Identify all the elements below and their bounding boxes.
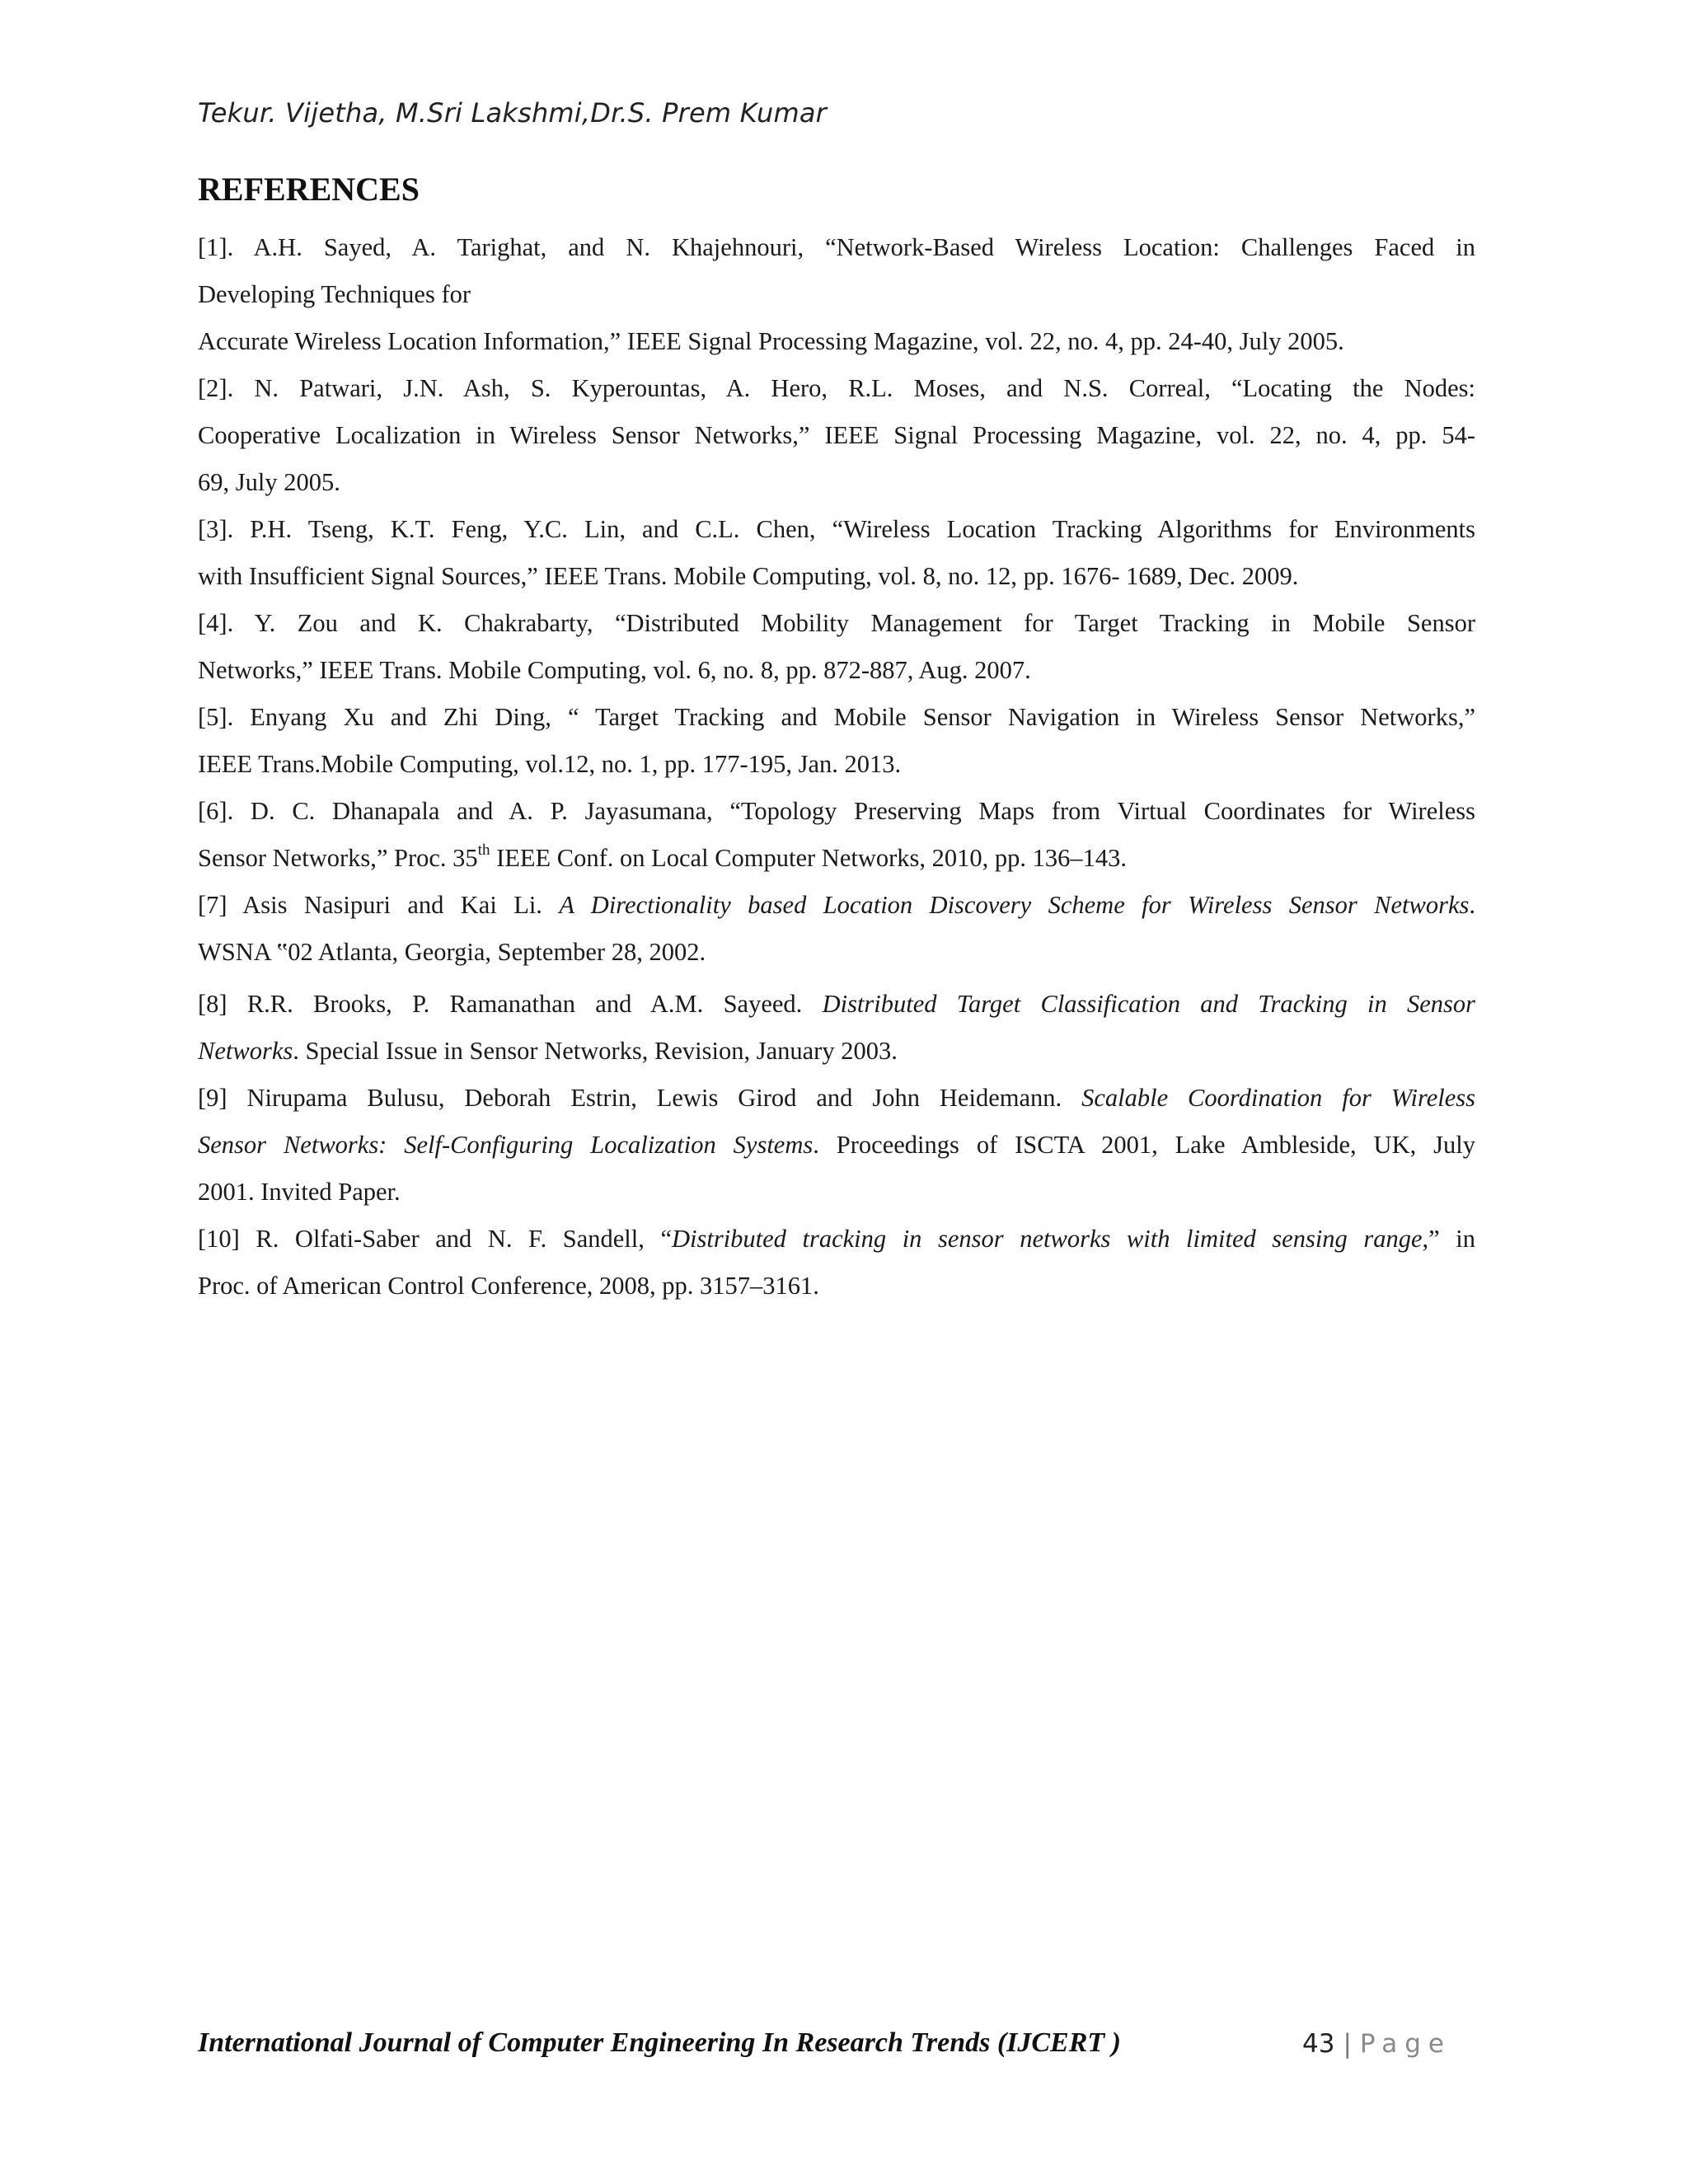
reference-7-line-2: WSNA ‟02 Atlanta, Georgia, September 28, 2002.: [198, 938, 706, 966]
footer-journal-title: International Journal of Computer Engineering In Research Trends (IJCERT ): [198, 2027, 1122, 2058]
reference-5-line-2: IEEE Trans.Mobile Computing, vol.12, no. 1, pp. 177-195, Jan. 2013.: [198, 750, 902, 778]
reference-2: [198, 365, 1475, 506]
reference-10-title: Distributed tracking in sensor networks with limited sensing range: [671, 1225, 1423, 1253]
reference-8-details: . Special Issue in Sensor Networks, Revision, January 2003.: [293, 1037, 898, 1065]
reference-8-line-2: [198, 1028, 1475, 1075]
reference-6: [198, 788, 1475, 882]
reference-7: [198, 882, 1475, 976]
reference-4-line-2: Networks,” IEEE Trans. Mobile Computing, vol. 6, no. 8, pp. 872-887, Aug. 2007.: [198, 656, 1031, 684]
reference-9: [198, 1075, 1475, 1216]
reference-3-line-1: [3]. P.H. Tseng, K.T. Feng, Y.C. Lin, and C.L. Chen, “Wireless Location Tracking Algorithms for Environments: [198, 515, 1475, 543]
reference-10: [198, 1216, 1475, 1310]
reference-9-line-3: 2001. Invited Paper.: [198, 1178, 401, 1206]
reference-7-line-1: [198, 882, 1475, 929]
reference-3-line-2: with Insufficient Signal Sources,” IEEE Trans. Mobile Computing, vol. 8, no. 12, pp. 1676- 1689, Dec. 2009.: [198, 562, 1299, 590]
footer-page-number: [1302, 2029, 1451, 2059]
reference-2-line-2: Cooperative Localization in Wireless Sensor Networks,” IEEE Signal Processing Magazine, vol. 22, no. 4, pp. 54-: [198, 421, 1475, 449]
reference-9-authors: [9] Nirupama Bulusu, Deborah Estrin, Lewis Girod and John Heidemann.: [198, 1084, 1082, 1112]
reference-9-line-1: [198, 1075, 1475, 1122]
reference-10-suffix: ,” in: [1422, 1225, 1475, 1253]
reference-6-line-1: [6]. D. C. Dhanapala and A. P. Jayasumana, “Topology Preserving Maps from Virtual Coordinates for Wireless: [198, 797, 1475, 825]
reference-list: [198, 224, 1475, 1310]
reference-1-line-2: Developing Techniques for: [198, 280, 471, 308]
reference-7-authors: [7] Asis Nasipuri and Kai Li.: [198, 891, 560, 919]
page-footer: [198, 2027, 1484, 2077]
reference-2-line-3: 69, July 2005.: [198, 468, 340, 496]
reference-10-line-1: [198, 1216, 1475, 1263]
reference-8-title-part-1: Distributed Target Classification and Tracking in Sensor: [822, 990, 1475, 1018]
page-label: Page: [1359, 2029, 1451, 2059]
reference-8-authors: [8] R.R. Brooks, P. Ramanathan and A.M. Sayeed.: [198, 990, 823, 1018]
reference-9-details: . Proceedings of ISCTA 2001, Lake Ambleside, UK, July: [813, 1131, 1475, 1159]
reference-6-line-2-start: Sensor Networks,” Proc. 35: [198, 844, 478, 872]
page-number: 43: [1302, 2029, 1335, 2059]
reference-3: [198, 506, 1475, 600]
reference-4-line-1: [4]. Y. Zou and K. Chakrabarty, “Distributed Mobility Management for Target Tracking in Mobile Sensor: [198, 609, 1475, 637]
ordinal-superscript: th: [477, 841, 490, 859]
reference-9-line-2: [198, 1122, 1475, 1169]
reference-1-line-3: Accurate Wireless Location Information,” IEEE Signal Processing Magazine, vol. 22, no. 4, pp. 24-40, July 2005.: [198, 327, 1344, 355]
reference-5: [198, 694, 1475, 788]
reference-8: [198, 981, 1475, 1075]
reference-8-title-part-2: Networks: [198, 1037, 293, 1065]
references-heading: REFERENCES: [198, 171, 420, 208]
running-header-authors: Tekur. Vijetha, M.Sri Lakshmi,Dr.S. Prem Kumar: [198, 97, 827, 129]
reference-10-authors: [10] R. Olfati-Saber and N. F. Sandell, “: [198, 1225, 672, 1253]
reference-7-title: A Directionality based Location Discovery Scheme for Wireless Sensor Networks: [559, 891, 1470, 919]
reference-9-title-part-2: Sensor Networks: Self-Configuring Localization Systems: [198, 1131, 814, 1159]
reference-1: [198, 224, 1475, 365]
reference-2-line-1: [2]. N. Patwari, J.N. Ash, S. Kyperountas, A. Hero, R.L. Moses, and N.S. Correal, “Locating the Nodes:: [198, 374, 1475, 402]
footer-separator: |: [1343, 2029, 1352, 2059]
reference-7-period: .: [1469, 891, 1475, 919]
reference-6-line-2-end: IEEE Conf. on Local Computer Networks, 2010, pp. 136–143.: [490, 844, 1128, 872]
reference-4: [198, 600, 1475, 694]
reference-5-line-1: [5]. Enyang Xu and Zhi Ding, “ Target Tracking and Mobile Sensor Navigation in Wireless Sensor Networks,”: [198, 703, 1475, 731]
reference-8-line-1: [198, 981, 1475, 1028]
reference-10-line-2: Proc. of American Control Conference, 2008, pp. 3157–3161.: [198, 1272, 819, 1300]
reference-9-title-part-1: Scalable Coordination for Wireless: [1081, 1084, 1475, 1112]
reference-1-line-1: [1]. A.H. Sayed, A. Tarighat, and N. Khajehnouri, “Network-Based Wireless Location: Challenges Faced in: [198, 233, 1475, 261]
reference-6-line-2: [198, 835, 1475, 882]
